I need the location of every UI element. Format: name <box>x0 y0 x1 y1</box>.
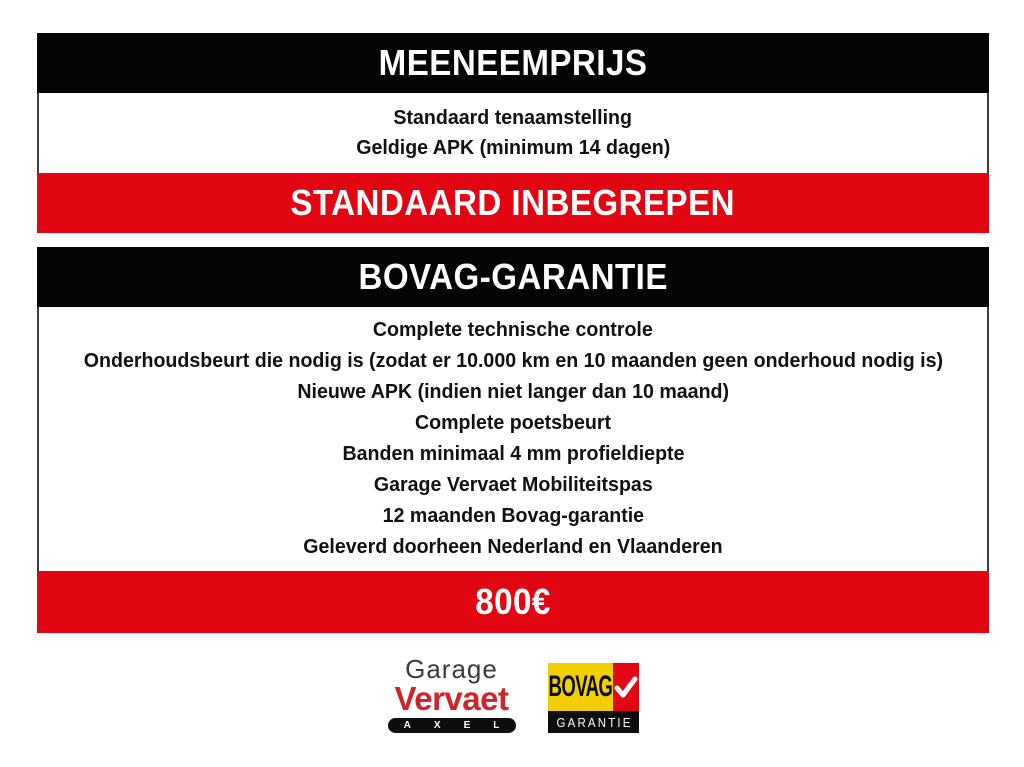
bovag-garantie-body <box>37 307 989 571</box>
standaard-inbegrepen-bar <box>37 173 989 233</box>
info-line: Standaard tenaamstelling <box>393 107 633 129</box>
section-meeneemprijs <box>37 33 989 233</box>
garage-text: Garage <box>405 654 498 684</box>
axel-text: AXEL <box>403 720 523 731</box>
info-line: Nieuwe APK (indien niet langer dan 10 maand) <box>297 381 729 403</box>
standaard-inbegrepen-title: STANDAARD INBEGREPEN <box>290 182 736 223</box>
meeneemprijs-body <box>37 93 989 173</box>
info-line: 12 maanden Bovag-garantie <box>382 505 644 527</box>
bovag-garantie-logo <box>548 663 639 733</box>
logos-row <box>0 655 1024 733</box>
info-line: Complete technische controle <box>373 319 653 341</box>
bovag-garantie-header-bar <box>37 247 989 307</box>
bovag-garantie-bar <box>548 711 639 733</box>
garantie-text: GARANTIE <box>556 714 633 730</box>
bovag-logo-top <box>548 663 639 711</box>
checkmark-icon <box>614 676 638 698</box>
info-line: Onderhoudsbeurt die nodig is (zodat er 10.000 km en 10 maanden geen onderhoud nodig is) <box>83 350 943 372</box>
section-bovag-garantie <box>37 247 989 633</box>
info-line: Banden minimaal 4 mm profieldiepte <box>342 443 684 465</box>
info-line: Geleverd doorheen Nederland en Vlaanderen <box>303 536 723 558</box>
meeneemprijs-header-bar <box>37 33 989 93</box>
bovag-yellow-box <box>548 663 613 711</box>
axel-pill <box>388 718 523 733</box>
meeneemprijs-title: MEENEEMPRIJS <box>378 42 648 83</box>
price-value: 800€ <box>475 581 551 622</box>
bovag-red-box <box>613 663 639 711</box>
vervaet-text: Vervaet <box>394 680 509 717</box>
info-line: Garage Vervaet Mobiliteitspas <box>373 474 653 496</box>
bovag-brand-text: BOVAG <box>548 670 612 703</box>
info-line: Geldige APK (minimum 14 dagen) <box>355 137 670 159</box>
price-bar <box>37 571 989 633</box>
info-line: Complete poetsbeurt <box>414 412 612 434</box>
garage-vervaet-logo <box>386 654 523 733</box>
bovag-garantie-title: BOVAG-GARANTIE <box>358 256 668 297</box>
